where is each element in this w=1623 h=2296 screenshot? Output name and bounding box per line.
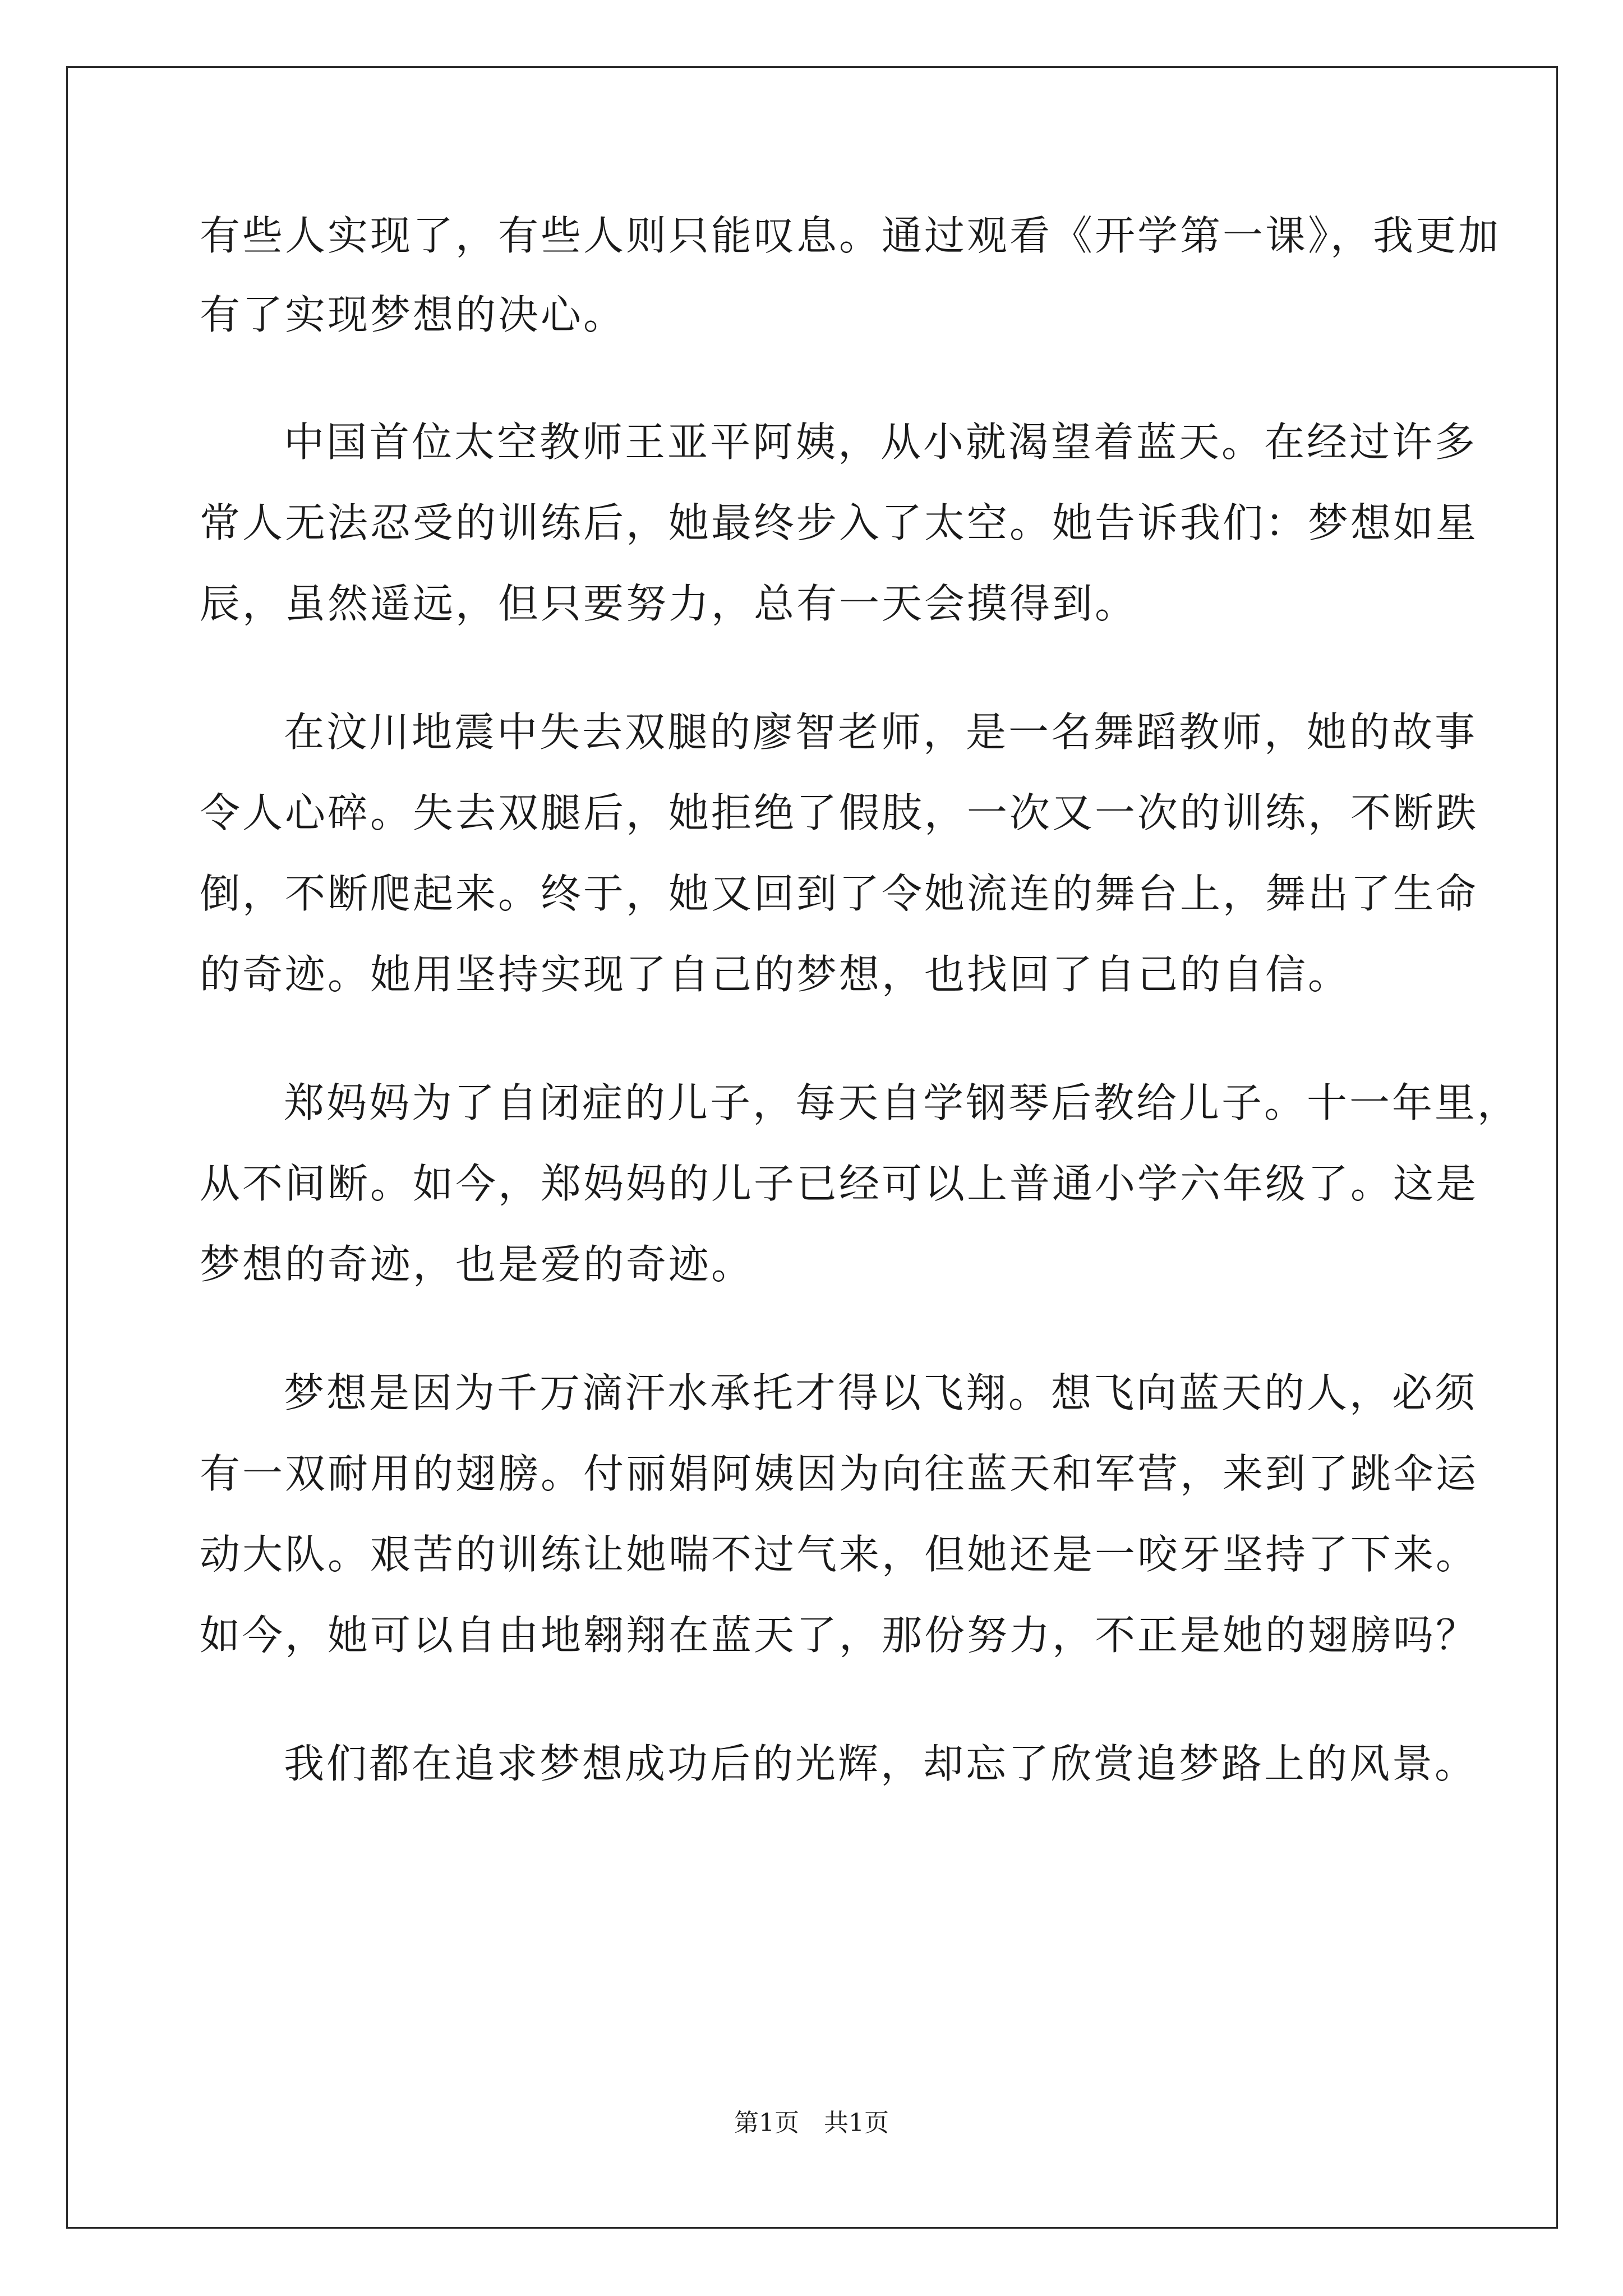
text-line: 有些人实现了，有些人则只能叹息。通过观看《开学第一课》，我更加: [200, 212, 1501, 259]
text-line: 如今，她可以自由地翱翔在蓝天了，那份努力，不正是她的翅膀吗？: [200, 1612, 1479, 1659]
text-line: 的奇迹。她用坚持实现了自己的梦想，也找回了自己的自信。: [200, 951, 1351, 998]
text-line: 有了实现梦想的决心。: [200, 291, 626, 338]
paragraph-start-line: 梦想是因为千万滴汗水承托才得以飞翔。想飞向蓝天的人，必须: [284, 1369, 1478, 1416]
page-border: [66, 66, 1558, 2229]
text-line: 辰，虽然遥远，但只要努力，总有一天会摸得到。: [200, 580, 1138, 627]
text-line: 动大队。艰苦的训练让她喘不过气来，但她还是一咬牙坚持了下来。: [200, 1531, 1479, 1578]
text-line: 令人心碎。失去双腿后，她拒绝了假肢，一次又一次的训练，不断跌: [200, 789, 1479, 836]
text-line: 倒，不断爬起来。终于，她又回到了令她流连的舞台上，舞出了生命: [200, 870, 1479, 917]
paragraph-start-line: 郑妈妈为了自闭症的儿子，每天自学钢琴后教给儿子。十一年里，: [284, 1079, 1520, 1126]
page-number-footer: 第1页 共1页: [734, 2109, 889, 2137]
text-line: 梦想的奇迹，也是爱的奇迹。: [200, 1241, 754, 1288]
text-line: 有一双耐用的翅膀。付丽娟阿姨因为向往蓝天和军营，来到了跳伞运: [200, 1450, 1479, 1497]
paragraph-start-line: 我们都在追求梦想成功后的光辉，却忘了欣赏追梦路上的风景。: [284, 1740, 1478, 1787]
paragraph-start-line: 中国首位太空教师王亚平阿姨，从小就渴望着蓝天。在经过许多: [284, 418, 1478, 466]
paragraph-start-line: 在汶川地震中失去双腿的廖智老师，是一名舞蹈教师，她的故事: [284, 708, 1478, 756]
text-line: 常人无法忍受的训练后，她最终步入了太空。她告诉我们：梦想如星: [200, 499, 1479, 546]
text-line: 从不间断。如今，郑妈妈的儿子已经可以上普通小学六年级了。这是: [200, 1160, 1479, 1207]
